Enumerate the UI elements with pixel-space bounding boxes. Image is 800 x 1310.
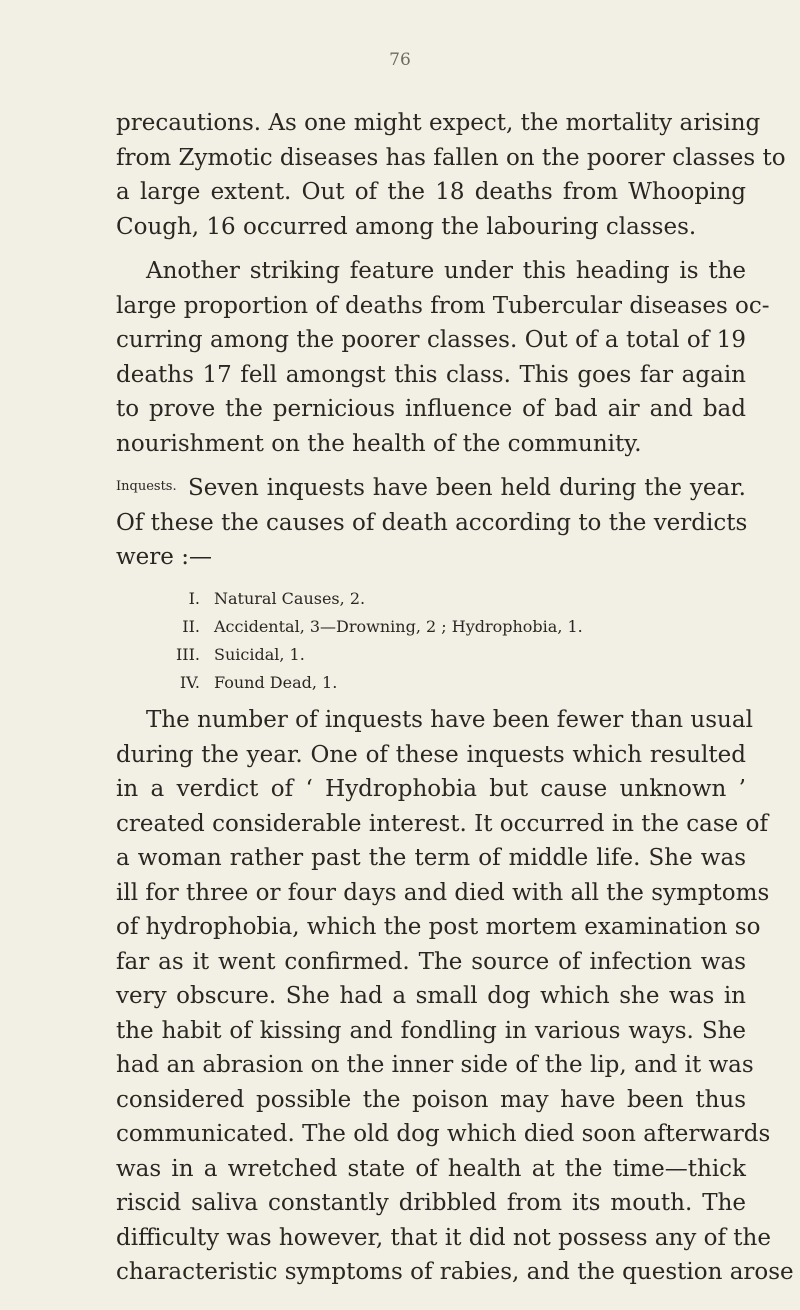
text-line: The number of inquests have been fewer than usual xyxy=(146,707,753,733)
text-line: during the year. One of these inquests which resulted xyxy=(116,741,746,768)
text-line: difficulty was however, that it did not possess any of the xyxy=(116,1224,771,1251)
text-line: considered possible the poison may have been thus xyxy=(116,1086,746,1113)
text-line: very obscure. She had a small dog which she was in xyxy=(116,983,746,1009)
text-line: a large extent. Out of the 18 deaths from Whooping xyxy=(116,179,746,205)
verdict-item xyxy=(116,585,746,613)
text-line: Cough, 16 occurred among the labouring classes. xyxy=(116,213,697,240)
text-line: large proportion of deaths from Tubercular diseases oc- xyxy=(116,292,770,319)
verdict-number: IV. xyxy=(179,673,200,692)
text-line: characteristic symptoms of rabies, and the question arose xyxy=(116,1259,794,1285)
verdict-item xyxy=(116,641,746,669)
text-line: nourishment on the health of the community. xyxy=(116,430,642,457)
text-line: the habit of kissing and fondling in various ways. She xyxy=(116,1017,746,1044)
verdicts-list xyxy=(116,585,746,697)
text-line: from Zymotic diseases has fallen on the poorer classes to xyxy=(116,144,786,171)
text-line: far as it went confirmed. The source of infection was xyxy=(116,948,746,975)
paragraph-tubercular-diseases xyxy=(116,254,770,461)
text-line: of hydrophobia, which the post mortem examination so xyxy=(116,914,761,940)
text-line: deaths 17 fell amongst this class. This goes far again xyxy=(116,361,746,388)
text-line: created considerable interest. It occurred in the case of xyxy=(116,810,768,837)
verdict-text: Accidental, 3—Drowning, 2 ; Hydrophobia, 1. xyxy=(214,617,583,636)
verdict-number: III. xyxy=(175,645,200,664)
text-line: Seven inquests have been held during the year. xyxy=(188,475,746,501)
verdict-item xyxy=(116,613,746,641)
page-number: 76 xyxy=(389,50,411,70)
text-line: riscid saliva constantly dribbled from its mouth. The xyxy=(116,1190,746,1216)
text-line: Another striking feature under this heading is the xyxy=(146,258,746,284)
verdict-item xyxy=(116,669,746,697)
text-line: a woman rather past the term of middle life. She was xyxy=(116,845,746,871)
text-line: had an abrasion on the inner side of the lip, and it was xyxy=(116,1052,754,1078)
paragraph-zymotic-diseases xyxy=(116,106,786,244)
paragraph-inquests xyxy=(116,471,746,575)
text-line: was in a wretched state of health at the time—thick xyxy=(116,1155,746,1182)
text-line: in a verdict of ‘ Hydrophobia but cause unknown ’ xyxy=(116,776,746,802)
verdict-number: I. xyxy=(188,589,200,608)
verdict-text: Found Dead, 1. xyxy=(214,673,338,692)
text-line: were :— xyxy=(116,544,212,570)
text-line: Of these the causes of death according to the verdicts xyxy=(116,509,748,536)
verdict-text: Suicidal, 1. xyxy=(214,645,305,664)
verdict-number: II. xyxy=(182,617,200,636)
paragraph-hydrophobia-case xyxy=(116,703,794,1290)
text-line: communicated. The old dog which died soon afterwards xyxy=(116,1121,771,1147)
text-line: to prove the pernicious influence of bad air and bad xyxy=(116,396,746,422)
text-line: curring among the poorer classes. Out of a total of 19 xyxy=(116,327,746,353)
margin-note-inquests: Inquests. xyxy=(116,479,177,494)
text-line: precautions. As one might expect, the mortality arising xyxy=(116,110,761,136)
verdict-text: Natural Causes, 2. xyxy=(214,589,366,608)
text-line: ill for three or four days and died with all the symptoms xyxy=(116,879,770,906)
